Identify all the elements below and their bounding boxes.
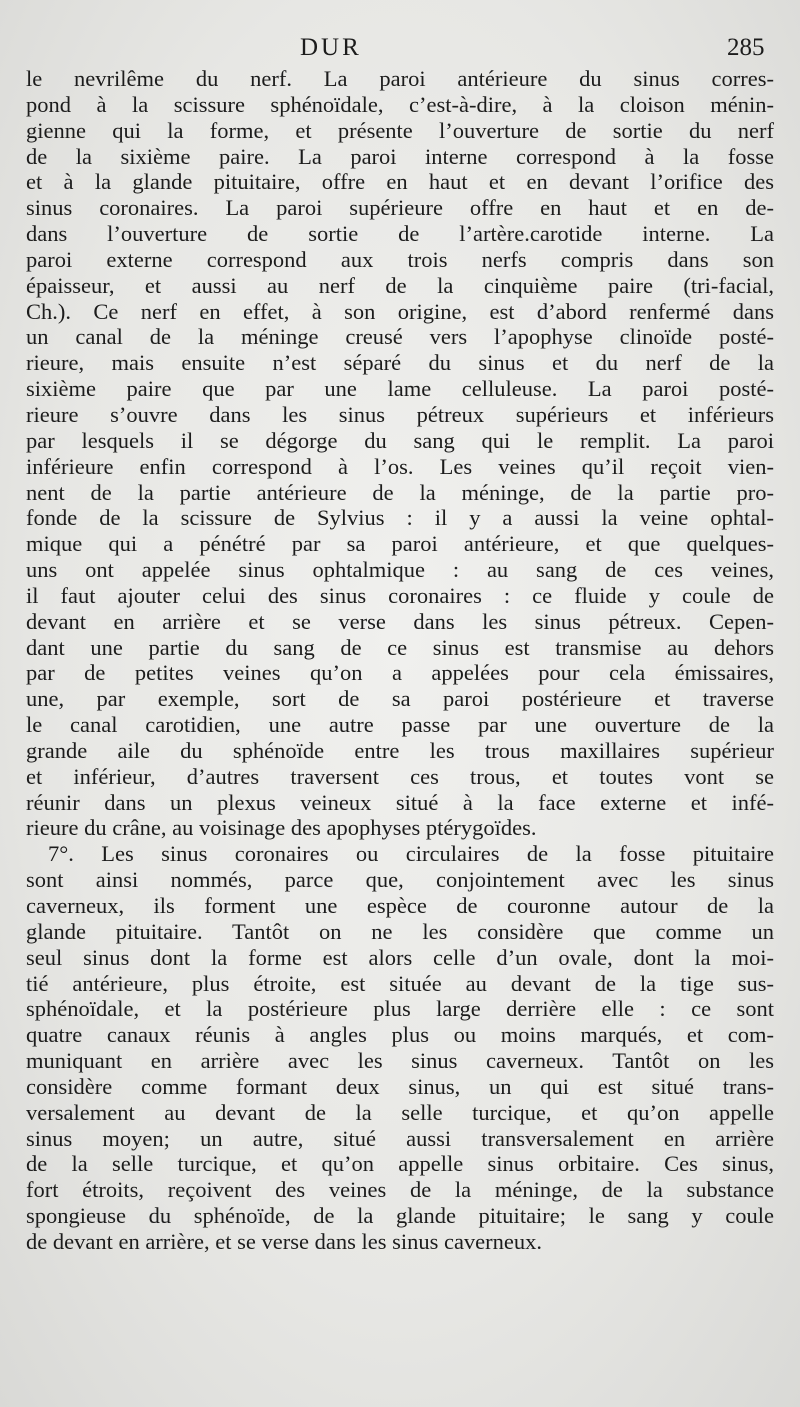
text-line: le nevrilême du nerf. La paroi antérieure du sinus corres- <box>26 66 774 91</box>
text-line: devant en arrière et se verse dans les sinus pétreux. Cepen- <box>26 608 774 634</box>
paragraph-end-line: de devant en arrière, et se verse dans les sinus caverneux. <box>26 1228 543 1254</box>
text-line: quatre canaux réunis à angles plus ou moins marqués, et com- <box>26 1022 774 1048</box>
page-header <box>0 30 800 70</box>
text-line: de la selle turcique, et qu’on appelle sinus orbitaire. Ces sinus, <box>26 1151 774 1177</box>
text-line: il faut ajouter celui des sinus coronaires : ce fluide y coule de <box>26 582 774 608</box>
text-line: tié antérieure, plus étroite, est située au devant de la tige sus- <box>26 970 774 996</box>
text-line: versalement au devant de la selle turcique, et qu’on appelle <box>26 1099 774 1125</box>
text-line: rieure, mais ensuite n’est séparé du sinus et du nerf de la <box>26 350 774 376</box>
text-line: dans l’ouverture de sortie de l’artère.carotide interne. La <box>26 221 774 247</box>
text-line: uns ont appelée sinus ophtalmique : au sang de ces veines, <box>26 557 774 583</box>
text-line: seul sinus dont la forme est alors celle d’un ovale, dont la moi- <box>26 944 774 970</box>
text-line: sixième paire que par une lame celluleuse. La paroi posté- <box>26 376 774 402</box>
text-line: gienne qui la forme, et présente l’ouverture de sortie du nerf <box>26 117 774 143</box>
text-line: épaisseur, et aussi au nerf de la cinquième paire (tri-facial, <box>26 272 774 298</box>
text-line: fonde de la scissure de Sylvius : il y a aussi la veine ophtal- <box>26 505 774 531</box>
text-line: une, par exemple, sort de sa paroi postérieure et traverse <box>26 686 774 712</box>
text-line: par lesquels il se dégorge du sang qui le remplit. La paroi <box>26 427 774 453</box>
text-line: pond à la scissure sphénoïdale, c’est-à-dire, à la cloison ménin- <box>26 91 774 117</box>
text-line: inférieure enfin correspond à l’os. Les veines qu’il reçoit vien- <box>26 453 774 479</box>
text-line: rieure s’ouvre dans les sinus pétreux supérieurs et inférieurs <box>26 401 774 427</box>
paragraph-start-line: 7°. Les sinus coronaires ou circulaires de la fosse pituitaire <box>48 841 774 867</box>
body-text <box>26 66 774 1255</box>
text-line: paroi externe correspond aux trois nerfs compris dans son <box>26 246 774 272</box>
text-line: un canal de la méninge creusé vers l’apophyse clinoïde posté- <box>26 324 774 350</box>
text-line: le canal carotidien, une autre passe par une ouverture de la <box>26 712 774 738</box>
text-line: et inférieur, d’autres traversent ces trous, et toutes vont se <box>26 763 774 789</box>
text-line: spongieuse du sphénoïde, de la glande pituitaire; le sang y coule <box>26 1203 774 1229</box>
text-line: fort étroits, reçoivent des veines de la méninge, de la substance <box>26 1177 774 1203</box>
text-line: nent de la partie antérieure de la méninge, de la partie pro- <box>26 479 774 505</box>
text-line: considère comme formant deux sinus, un qui est situé trans- <box>26 1073 774 1099</box>
text-line: dant une partie du sang de ce sinus est transmise au dehors <box>26 634 774 660</box>
text-line: grande aile du sphénoïde entre les trous maxillaires supérieur <box>26 737 774 763</box>
page-number: 285 <box>727 34 765 61</box>
text-line: de la sixième paire. La paroi interne correspond à la fosse <box>26 143 774 169</box>
paragraph-end-line: rieure du crâne, au voisinage des apophyses ptérygoïdes. <box>26 815 537 841</box>
text-line: caverneux, ils forment une espèce de couronne autour de la <box>26 893 774 918</box>
text-line: sinus moyen; un autre, situé aussi transversalement en arrière <box>26 1125 774 1151</box>
running-head: DUR <box>300 34 362 61</box>
text-line: sinus coronaires. La paroi supérieure offre en haut et en de- <box>26 195 774 221</box>
text-line: muniquant en arrière avec les sinus caverneux. Tantôt on les <box>26 1048 774 1074</box>
text-line: sphénoïdale, et la postérieure plus large derrière elle : ce sont <box>26 996 774 1022</box>
text-line: par de petites veines qu’on a appelées pour cela émissaires, <box>26 660 774 686</box>
text-line: sont ainsi nommés, parce que, conjointement avec les sinus <box>26 867 774 893</box>
text-line: mique qui a pénétré par sa paroi antérieure, et que quelques- <box>26 531 774 557</box>
text-line: glande pituitaire. Tantôt on ne les considère que comme un <box>26 918 774 944</box>
text-line: réunir dans un plexus veineux situé à la face externe et infé- <box>26 789 774 815</box>
text-line: Ch.). Ce nerf en effet, à son origine, est d’abord renfermé dans <box>26 298 774 324</box>
text-line: et à la glande pituitaire, offre en haut et en devant l’orifice des <box>26 169 774 195</box>
